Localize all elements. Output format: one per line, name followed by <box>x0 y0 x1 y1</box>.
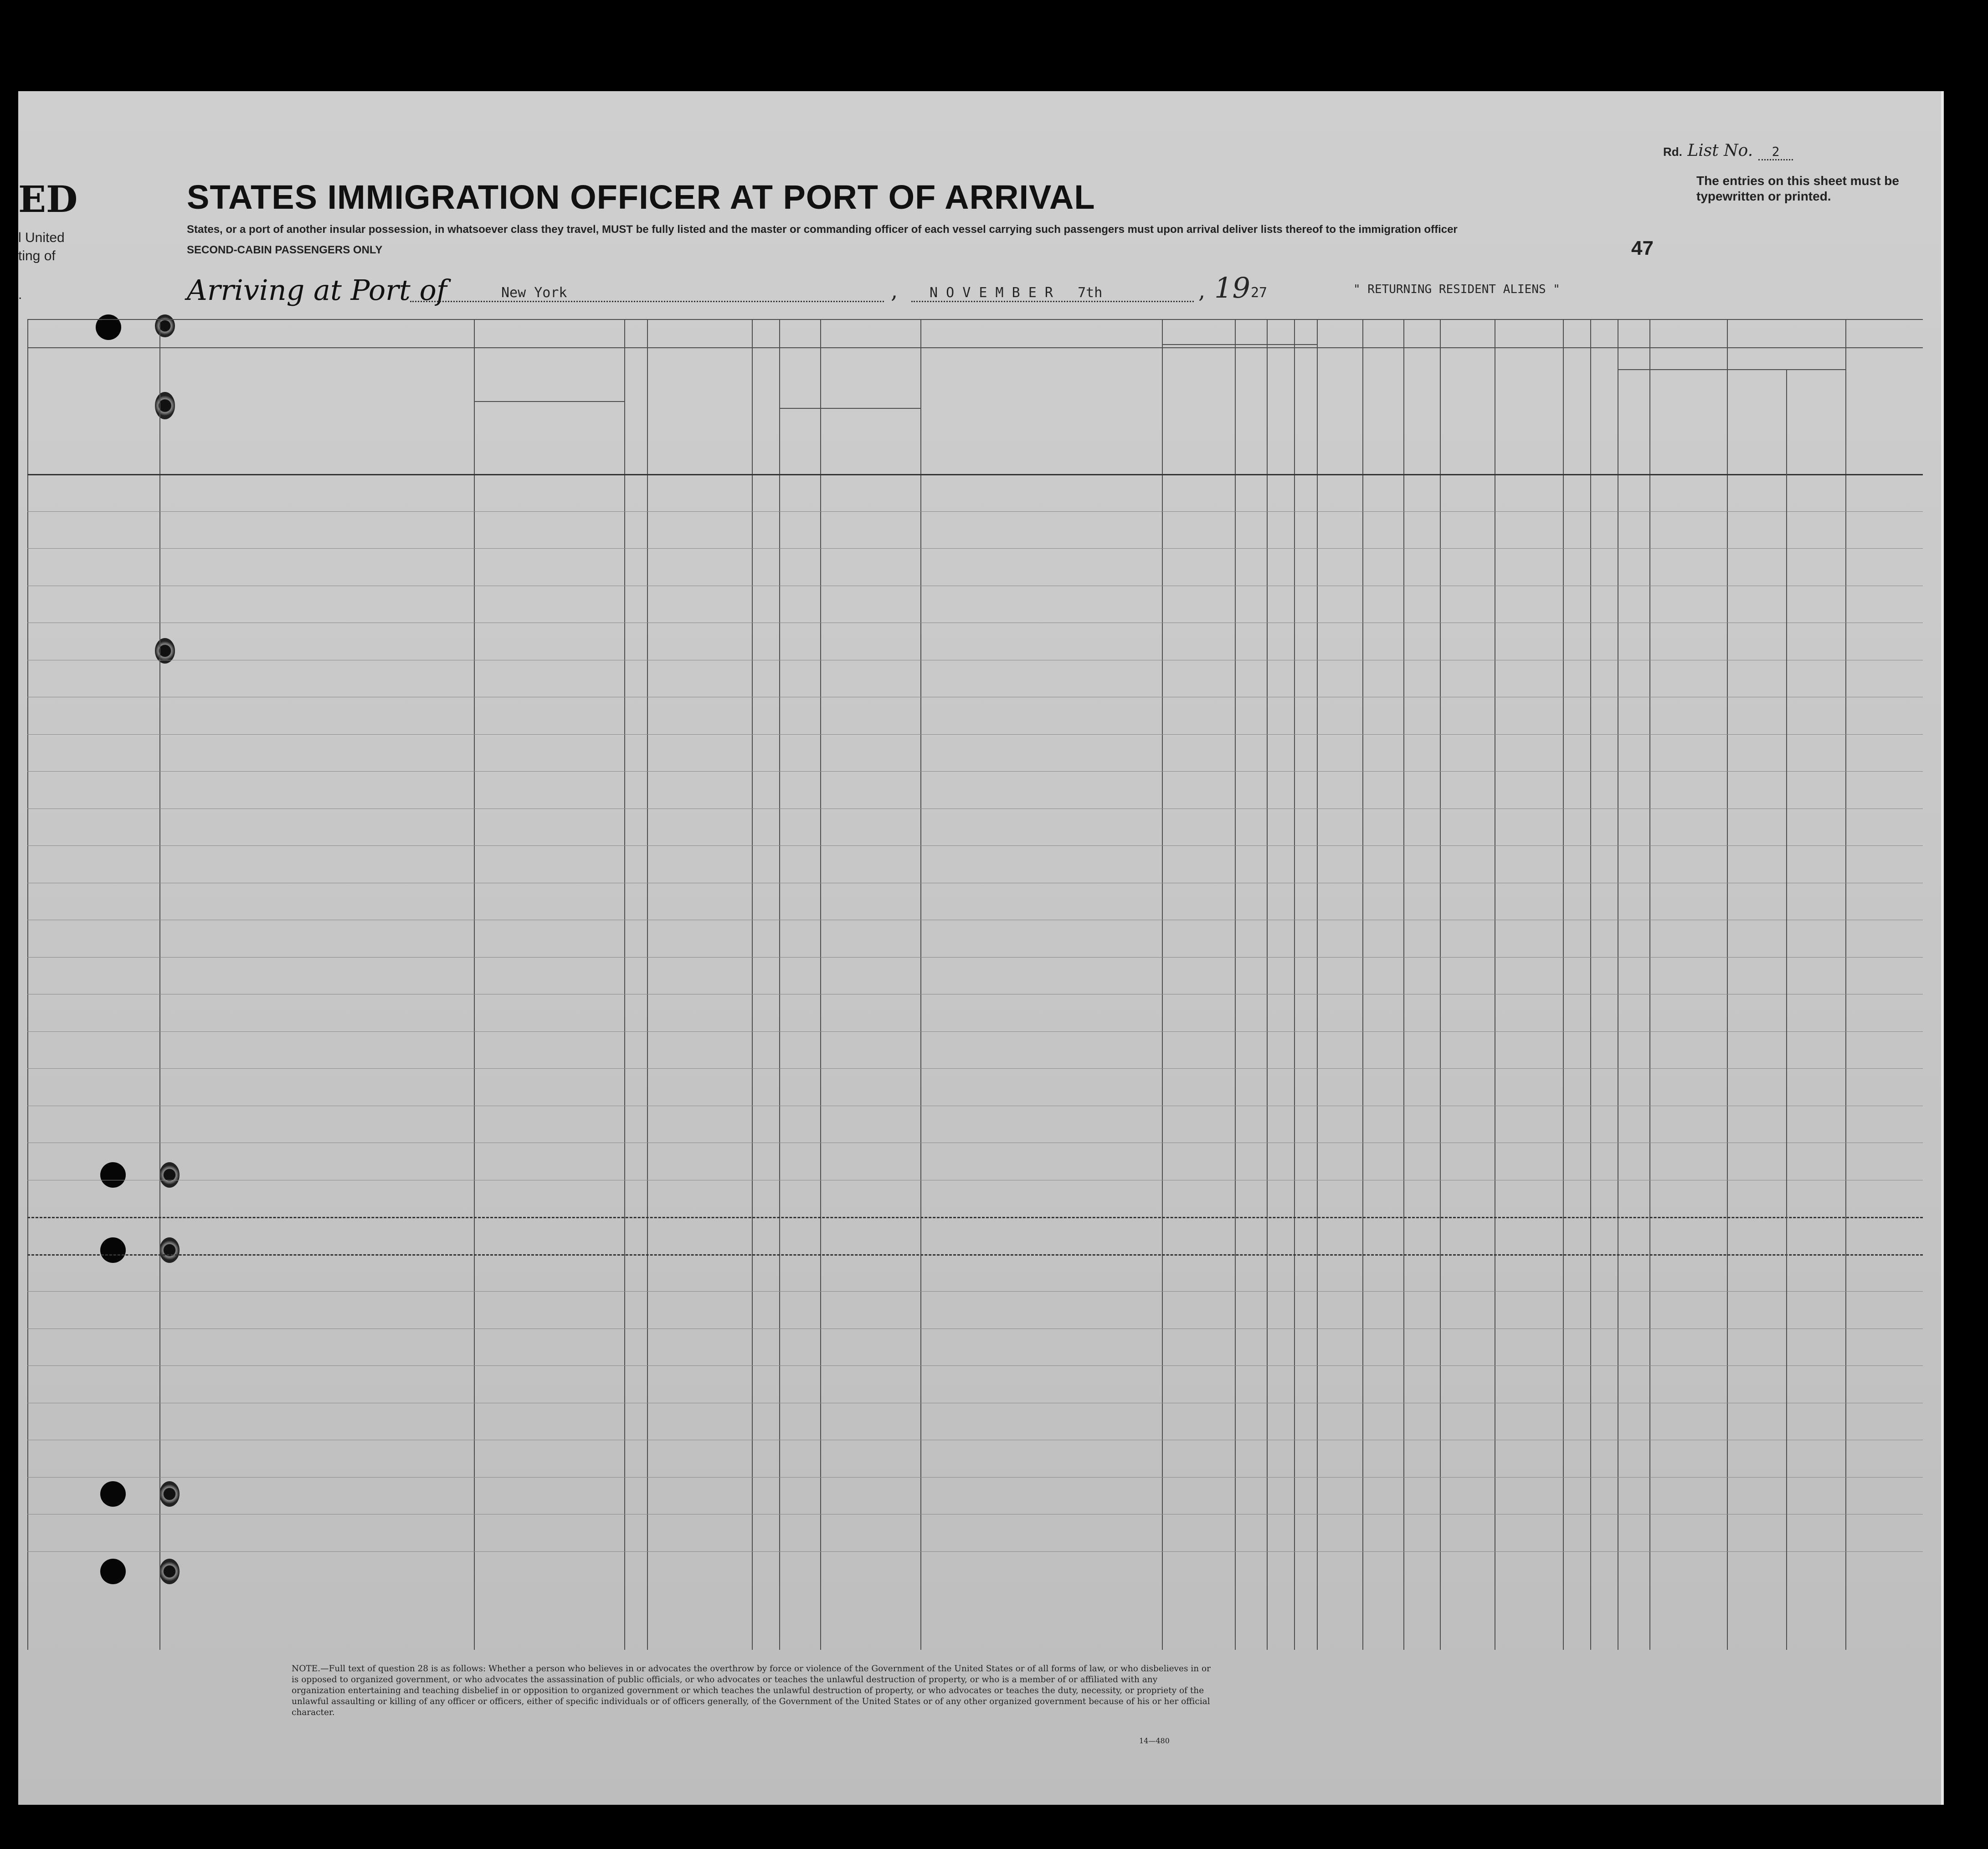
table-row <box>27 1217 1923 1254</box>
table-row <box>27 1329 1923 1366</box>
arriving-label: Arriving at Port of <box>187 273 447 307</box>
left-page-text: . <box>18 287 22 302</box>
table-row <box>27 1291 1923 1329</box>
header-purpose-b <box>1239 365 1262 472</box>
year-prefix: 19 <box>1214 271 1250 304</box>
header-c25 <box>1296 355 1315 472</box>
table-row <box>27 1403 1923 1440</box>
left-page-text: l United <box>18 230 65 245</box>
table-row <box>27 511 1923 549</box>
table-row <box>27 1180 1923 1217</box>
table-row <box>27 957 1923 994</box>
port-of-arrival: New York <box>501 285 567 301</box>
header-number-rule <box>27 347 1923 348</box>
table-row <box>27 1514 1923 1551</box>
comma: , <box>891 278 898 304</box>
table-row <box>27 1106 1923 1143</box>
table-row <box>27 920 1923 957</box>
form-number: 14—480 <box>1139 1736 1170 1745</box>
table-row <box>27 1477 1923 1514</box>
footnote: NOTE.—Full text of question 28 is as follows: Whether a person who believes in or advocates the overthrow by force or violence of the Government of the United States or of all forms of law, or who disbelieves in or is opposed to organized government, or who advocates the assassination of public officials, or who advocates or teaches the unlawful destruction of property, or who is a member of or affiliated with any organization entertaining and teaching disbelief in or opposition to organized government or which teaches the unlawful destruction of property, or who advocates or teaches the duty, necessity, or propriety of the unlawful assaulting or killing of any officer or officers, either of specific individuals or of officers generally, of the Government of the United States or of any other organized government because of his or her official character. <box>292 1664 1211 1717</box>
table-row <box>27 1031 1923 1069</box>
table-row <box>27 1365 1923 1403</box>
table-row <box>27 845 1923 883</box>
comma: , <box>1198 278 1206 304</box>
table-row <box>27 474 1923 511</box>
page-title: STATES IMMIGRATION OFFICER AT PORT OF ARRIVAL <box>187 178 1095 216</box>
header-c28 <box>1407 355 1437 472</box>
column-rule <box>820 408 821 474</box>
header-c29 <box>1443 355 1492 472</box>
table-row <box>27 994 1923 1031</box>
table-row <box>27 1068 1923 1106</box>
table-row <box>27 1254 1923 1292</box>
left-page-title-fragment: ED <box>18 178 78 221</box>
table-row <box>27 697 1923 734</box>
cabin-class: SECOND-CABIN PASSENGERS ONLY <box>187 244 383 256</box>
subheader-rule <box>1162 344 1317 345</box>
arrival-date: N O V E M B E R 7th <box>930 285 1103 301</box>
left-page-text: ting of <box>18 248 56 263</box>
subheader-rule <box>474 401 624 402</box>
table-row <box>27 623 1923 660</box>
table-row <box>27 1440 1923 1477</box>
page-number: 47 <box>1631 237 1654 259</box>
year-suffix: 27 <box>1251 285 1268 301</box>
table-row <box>27 883 1923 920</box>
entries-note: The entries on this sheet must be typewritten or printed. <box>1696 174 1899 203</box>
subheader-rule <box>779 408 920 409</box>
header-c30 <box>1498 355 1526 472</box>
header-purpose-c <box>1270 365 1292 472</box>
subheader-rule <box>1618 369 1727 370</box>
header-purpose-a <box>1166 365 1230 472</box>
table-row <box>27 771 1923 809</box>
table-row <box>27 586 1923 623</box>
list-number: Rd. List No. 2 <box>1663 141 1793 160</box>
header-top-rule <box>27 319 1923 320</box>
table-row <box>27 548 1923 586</box>
table-row <box>27 1143 1923 1180</box>
table-row <box>27 660 1923 697</box>
table-row <box>27 734 1923 772</box>
table-row <box>27 809 1923 846</box>
table-row <box>27 1551 1923 1589</box>
manifest-table <box>27 319 1923 1650</box>
instruction-line: States, or a port of another insular possession, in whatsoever class they travel, MUST be fully listed and the master or commanding officer of each vessel carrying such passengers must upon arrival deliver lists thereof to the immigration officer <box>187 223 1458 236</box>
class-note: " RETURNING RESIDENT ALIENS " <box>1353 283 1560 296</box>
